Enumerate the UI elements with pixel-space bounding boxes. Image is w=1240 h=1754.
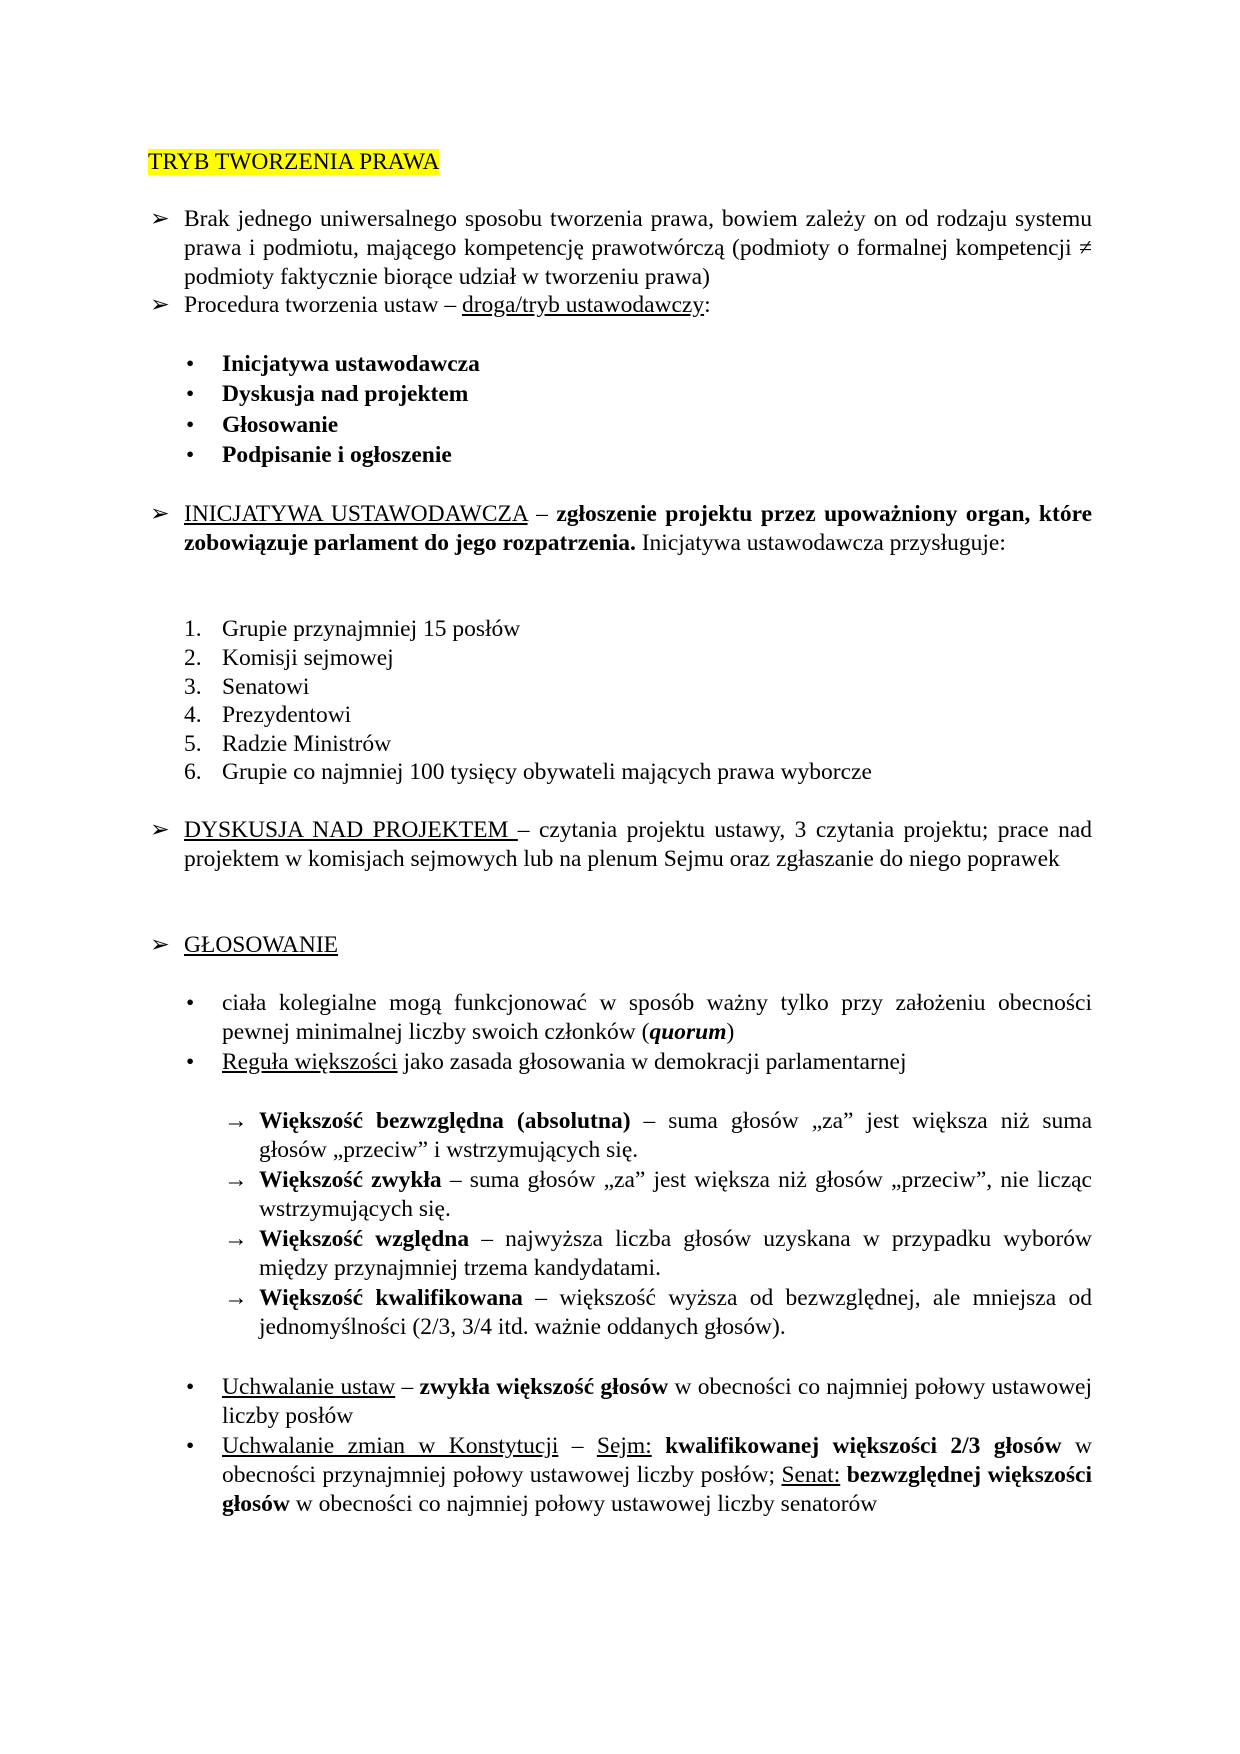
list-number: 1. [184,616,202,642]
text: – najwyższa liczba głosów uzyskana w przypadku wyborów między przynajmniej trzema kandydatami. [259,1226,1092,1281]
arrowhead-bullet-icon: ➢ [150,206,170,232]
bold-text: kwalifikowanej większości 2/3 głosów [665,1433,1062,1459]
bullet-item [222,380,1092,409]
text [652,1433,665,1459]
list-number: 2. [184,645,202,671]
page-title-text: TRYB TWORZENIA PRAWA [148,149,440,175]
arrowhead-paragraph [184,816,1092,874]
arrowhead-paragraph [184,500,1092,558]
bold-text: Większość zwykła [259,1167,442,1193]
bullet-item [222,989,1092,1047]
text: – suma głosów „za” jest większa niż głosów „przeciw”, nie licząc wstrzymujących się. [259,1167,1092,1222]
arrow-icon: → [224,1285,248,1311]
page-title [148,148,439,177]
text: w obecności przynajmniej połowy ustawowej liczby posłów; [222,1433,1092,1488]
text: Grupie co najmniej 100 tysięcy obywateli mających prawa wyborcze [222,759,872,785]
text: w obecności co najmniej połowy ustawowej liczby posłów [222,1374,1092,1429]
bullet-icon: • [186,381,195,407]
bullet-icon: • [186,1049,195,1075]
bold-text: Podpisanie i ogłoszenie [222,442,452,468]
bold-text: bezwzględnej większości głosów [222,1462,1092,1517]
bullet-item [222,1432,1092,1519]
numbered-item [222,644,1092,673]
arrow-item [259,1225,1092,1283]
text: jako zasada głosowania w demokracji parlamentarnej [397,1049,907,1075]
text: Brak jednego uniwersalnego sposobu tworzenia prawa, bowiem zależy on od rodzaju systemu prawa i podmiotu, mającego kompetencję prawotwórczą (podmioty o formalnej kompetencji ≠ podmioty faktycznie biorące udział w tworzeniu prawa) [184,206,1092,290]
numbered-item [222,615,1092,644]
bold-text: Głosowanie [222,412,339,438]
underlined-text: Uchwalanie ustaw [222,1374,396,1400]
underlined-text: GŁOSOWANIE [184,932,339,958]
bullet-icon: • [186,1374,195,1400]
underlined-text: Senat: [781,1462,841,1488]
bullet-icon: • [186,351,195,377]
numbered-item [222,673,1092,702]
bold-text: quorum [649,1019,727,1045]
underlined-text: Reguła większości [222,1049,398,1075]
arrowhead-bullet-icon: ➢ [150,292,170,318]
bullet-icon: • [186,1433,195,1459]
list-number: 5. [184,731,202,757]
text: : [704,292,711,318]
underlined-text: droga/tryb ustawodawczy [461,292,705,318]
text: Prezydentowi [222,702,352,728]
bold-text: Większość bezwzględna (absolutna) [259,1108,631,1134]
underlined-text: Sejm: [596,1433,652,1459]
list-number: 4. [184,702,202,728]
bold-text: Dyskusja nad projektem [222,381,469,407]
text: – [527,501,557,527]
text: w obecności co najmniej połowy ustawowej liczby senatorów [289,1491,878,1517]
text: – [395,1374,420,1400]
bullet-item [222,411,1092,440]
list-number: 3. [184,674,202,700]
arrowhead-paragraph [184,291,1092,320]
arrowhead-bullet-icon: ➢ [150,501,170,527]
text: Inicjatywa ustawodawcza przysługuje: [635,530,1006,556]
underlined-text: INICJATYWA USTAWODAWCZA [184,501,528,527]
arrow-item [259,1166,1092,1224]
numbered-item [222,730,1092,759]
bullet-item [222,1373,1092,1431]
arrow-icon: → [224,1108,248,1134]
arrow-icon: → [224,1226,248,1252]
bullet-icon: • [186,442,195,468]
arrow-item [259,1107,1092,1165]
bullet-icon: • [186,990,195,1016]
bullet-icon: • [186,412,195,438]
text: – czytania projektu ustawy, 3 czytania projektu; prace nad projektem w komisjach sejmowych lub na plenum Sejmu oraz zgłaszanie do niego poprawek [184,817,1092,872]
text: – [558,1433,597,1459]
numbered-item [222,758,1092,787]
arrowhead-bullet-icon: ➢ [150,932,170,958]
list-number: 6. [184,759,202,785]
bullet-item [222,441,1092,470]
arrow-icon: → [224,1167,248,1193]
text: – większość wyższa od bezwzględnej, ale mniejsza od jednomyślności (2/3, 3/4 itd. ważnie oddanych głosów). [259,1285,1092,1340]
text: Grupie przynajmniej 15 posłów [222,616,521,642]
bold-text: Większość względna [259,1226,470,1252]
bold-text: Większość kwalifikowana [259,1285,523,1311]
bold-text: Inicjatywa ustawodawcza [222,351,480,377]
bold-text: zwykła większość głosów [419,1374,669,1400]
underlined-text: Uchwalanie zmian w Konstytucji [222,1433,559,1459]
text: Radzie Ministrów [222,731,392,757]
text: Komisji sejmowej [222,645,394,671]
text: ciała kolegialne mogą funkcjonować w sposób ważny tylko przy założeniu obecności pewnej minimalnej liczby swoich członków ( [222,990,1092,1045]
text: Senatowi [222,674,310,700]
arrow-item [259,1284,1092,1342]
arrowhead-bullet-icon: ➢ [150,817,170,843]
underlined-text: DYSKUSJA NAD PROJEKTEM [184,817,518,843]
arrowhead-paragraph [184,205,1092,292]
text: ) [726,1019,735,1045]
text: Procedura tworzenia ustaw – [184,292,462,318]
text: – suma głosów „za” jest większa niż suma głosów „przeciw” i wstrzymujących się. [259,1108,1092,1163]
bullet-item [222,1048,1092,1077]
numbered-item [222,701,1092,730]
bold-text: zgłoszenie projektu przez upoważniony organ, które zobowiązuje parlament do jego rozpatrzenia. [184,501,1093,556]
bullet-item [222,350,1092,379]
arrowhead-paragraph [184,931,1092,960]
